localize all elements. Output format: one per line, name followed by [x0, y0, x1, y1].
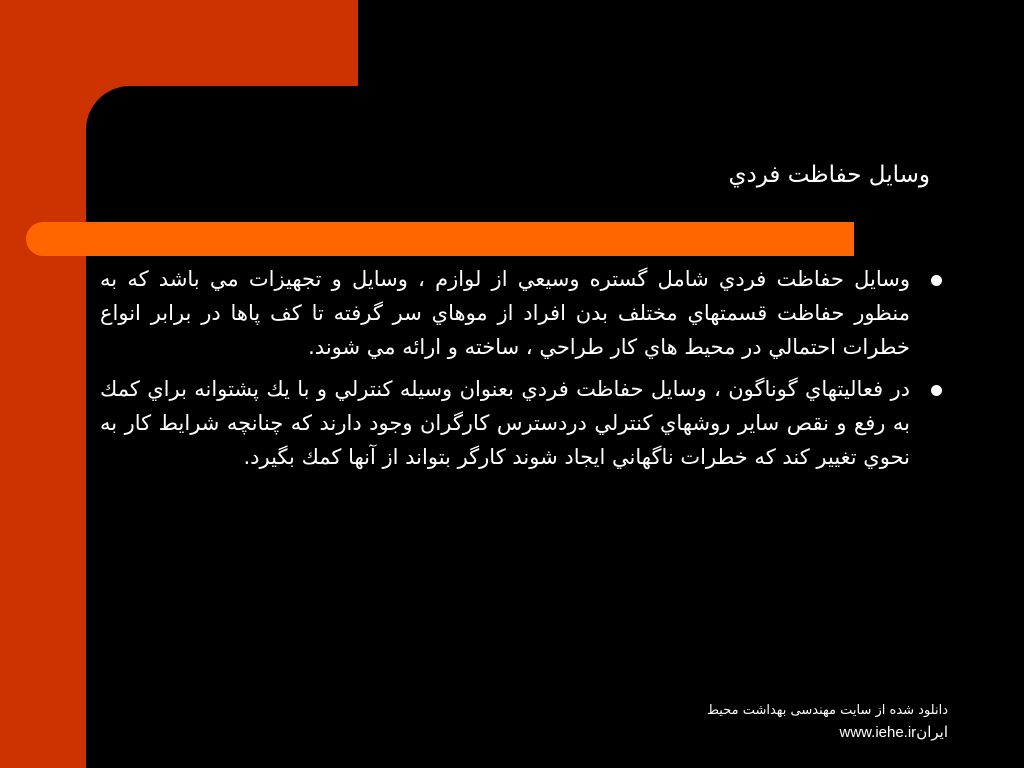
footer-credit: [560, 700, 948, 744]
slide-title: وسايل حفاظت فردي: [728, 162, 930, 188]
top-black-tab: [358, 0, 1024, 100]
bullet-dot-icon: [931, 385, 942, 396]
footer-source-text: دانلود شده از سایت مهندسی بهداشت محیط: [706, 703, 948, 718]
bullet-text-2: در فعاليتهاي گوناگون ، وسايل حفاظت فردي بعنوان وسيله كنترلي و با يك پشتوانه براي كمك به رفع و نقص ساير روشهاي كنترلي دردسترس كارگران وجود دارند كه چنانچه شرايط كار به نحوي تغيير كند كه خطرات ناگهاني ايجاد شوند كارگر بتواند از آنها كمك بگيرد.: [100, 377, 910, 469]
orange-accent-bar: [26, 222, 854, 256]
bullet-text-1: وسايل حفاظت فردي شامل گستره وسيعي از لوازم ، وسايل و تجهيزات مي باشد كه به منظور حفاظت قسمتهاي مختلف بدن افراد از موهاي سر گرفته تا كف پاها در برابر انواع خطرات احتمالي در محيط هاي كار طراحي ، ساخته و ارائه مي شوند.: [100, 267, 910, 359]
bullet-item-1: [100, 262, 946, 364]
bullet-item-2: [100, 372, 946, 474]
bullet-dot-icon: [931, 275, 942, 286]
footer-website-text: www.iehe.irایران: [839, 724, 948, 741]
bullet-list: [100, 262, 946, 612]
